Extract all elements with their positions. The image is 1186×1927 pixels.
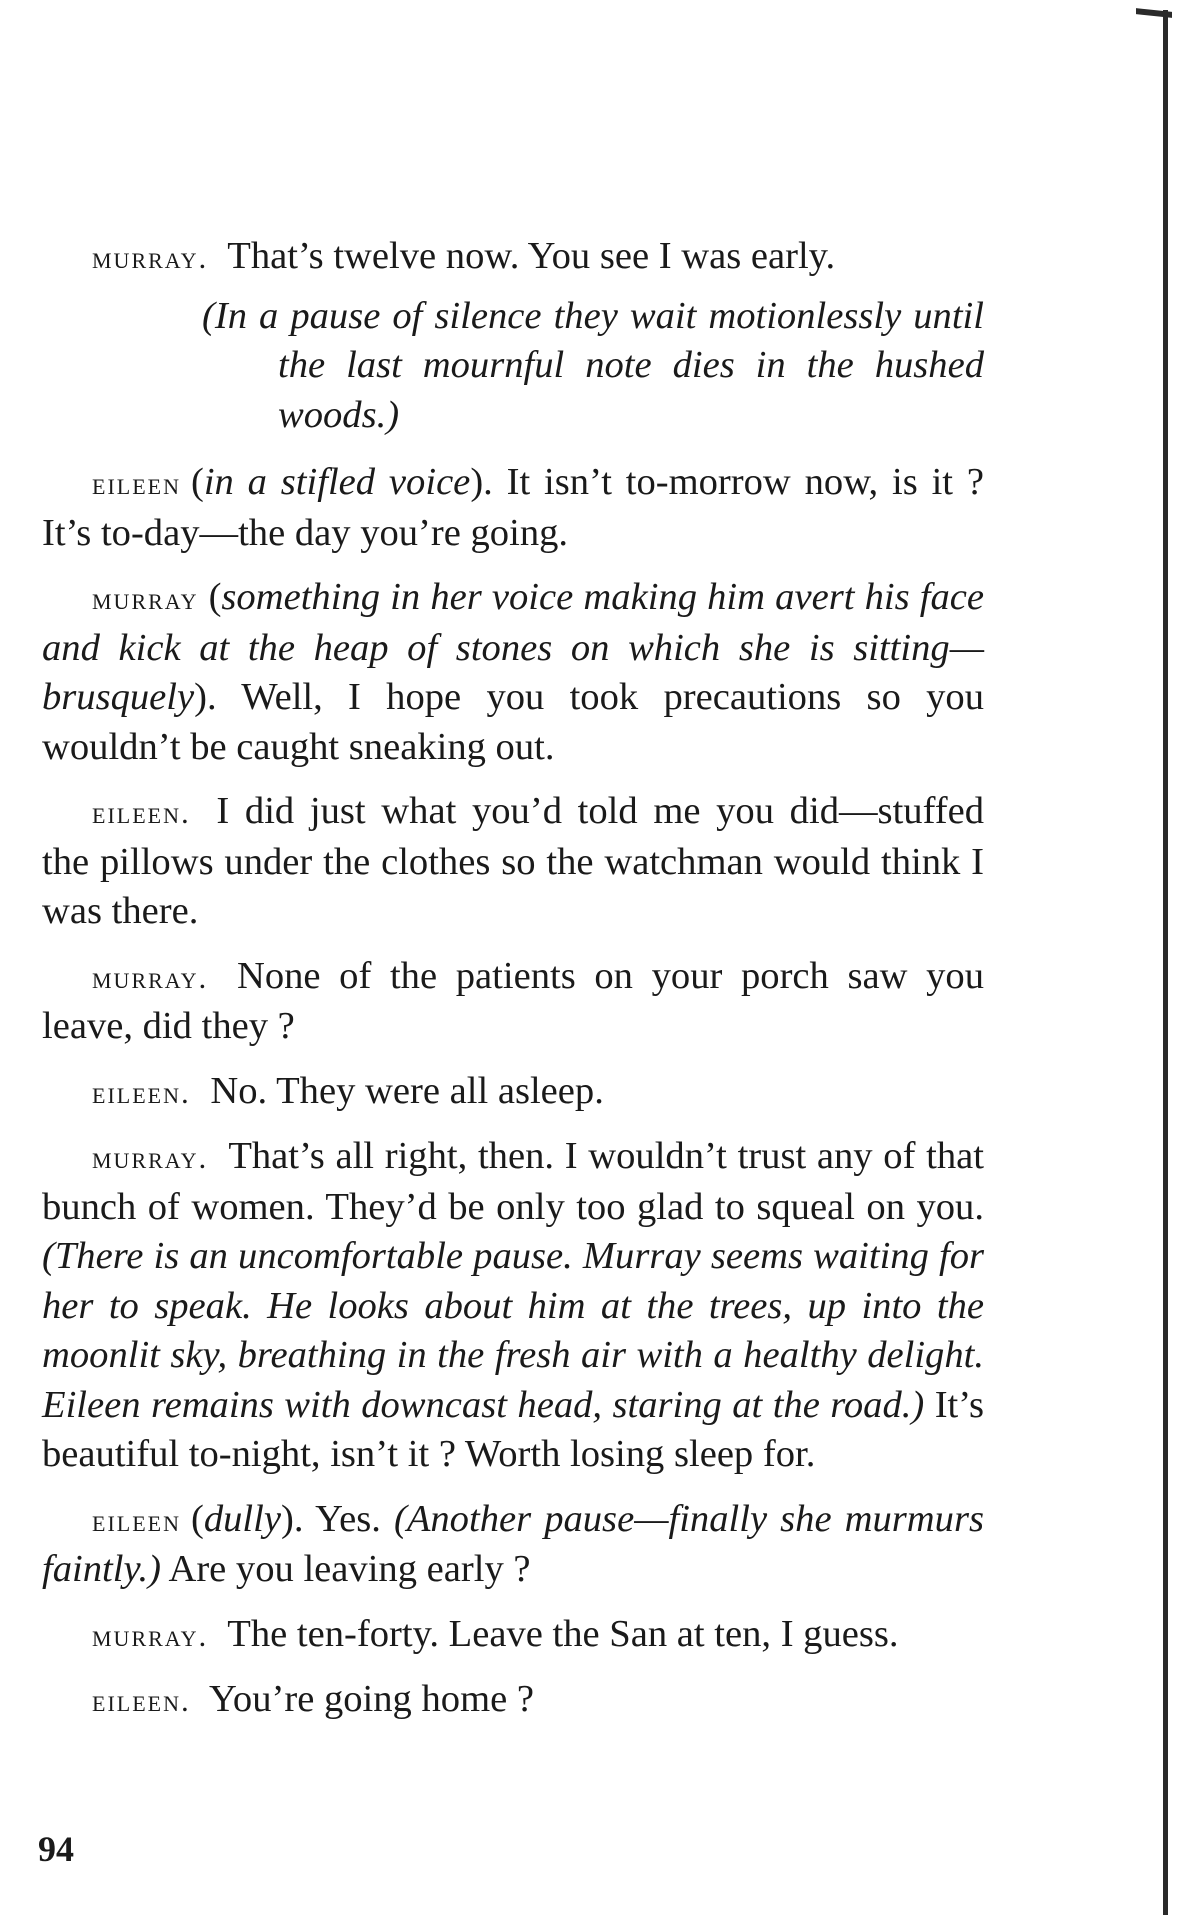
speaker-name: murray [92,581,199,616]
speaker-name: eileen. [92,1074,191,1110]
dialogue-line: eileen (dully). Yes. (Another pause—finally she murmurs faintly.) Are you leaving early ? [42,1497,984,1590]
dialogue-text: Well, I hope you took precautions so you wouldn’t be caught sneaking out. [42,676,984,768]
stage-direction: (Another pause—finally she murmurs faintly.) [42,1497,984,1590]
stage-direction: (There is an uncomfortable pause. Murray seems waiting for her to speak. He looks about him at the trees, up into the moonlit sky, breathing in the fresh air with a healthy delight. Eileen remains with downcast head, staring at the road.) [42,1235,984,1426]
dialogue-text: You’re going home ? [208,1678,534,1720]
speaker-name: murray. [92,1617,209,1653]
speaker-name: murray. [92,1140,209,1175]
dialogue-text: The ten-forty. Leave the San at ten, I guess. [227,1612,899,1655]
dialogue-line [42,952,984,1052]
dialogue-line: murray (something in her voice making him avert his face and kick at the heap of stones on which she is sitting—brusquely). Well, I hope you took precautions so you wouldn’t be caught sneaking out. [42,576,984,768]
play-text [42,232,984,1741]
dialogue-line [42,1132,984,1480]
speaker-name: eileen. [92,795,191,830]
speaker-name: murray. [92,240,209,275]
dialogue-text: That’s all right, then. I wouldn’t trust any of that bunch of women. They’d be only too glad to squeal on you. [42,1135,984,1228]
dialogue-line [42,232,984,283]
stage-direction: something in her voice making him avert his face and kick at the heap of stones on which she is sitting—brusquely [42,576,984,718]
speaker-name: eileen. [92,1683,191,1718]
stage-direction: dully [203,1497,281,1540]
dialogue-text: It isn’t to-morrow now, is it ? It’s to-day—the day you’re going. [42,461,984,554]
dialogue-line: eileen (in a stifled voice). It isn’t to-morrow now, is it ? It’s to-day—the day you’re going. [42,461,984,554]
dialogue-text: It’s beautiful to-night, isn’t it ? Worth losing sleep for. [42,1383,984,1475]
dialogue-line [42,1067,984,1118]
dialogue-text: That’s twelve now. You see I was early. [227,235,836,277]
dialogue-line [42,1610,984,1661]
speaker-name: eileen [92,1502,181,1538]
speaker-name: eileen [92,466,181,501]
dialogue-line [42,787,984,937]
dialogue-text: I did just what you’d told me you did—stuffed the pillows under the clothes so the watchman would think I was there. [42,790,984,932]
dialogue-text: Yes. [315,1497,381,1540]
dialogue-text: No. They were all asleep. [210,1069,604,1112]
dialogue-text: Are you leaving early ? [168,1548,531,1590]
page-edge-line [1163,10,1168,1915]
stage-direction: in a stifled voice [203,461,471,503]
dialogue-text: None of the patients on your porch saw you leave, did they ? [42,954,984,1047]
page-number: 94 [38,1829,74,1869]
speaker-name: murray. [92,959,209,995]
dialogue-line [42,1675,984,1726]
stage-direction: (In a pause of silence they wait motionlessly until the last mournful note dies in the hushed woods.) [202,294,984,436]
